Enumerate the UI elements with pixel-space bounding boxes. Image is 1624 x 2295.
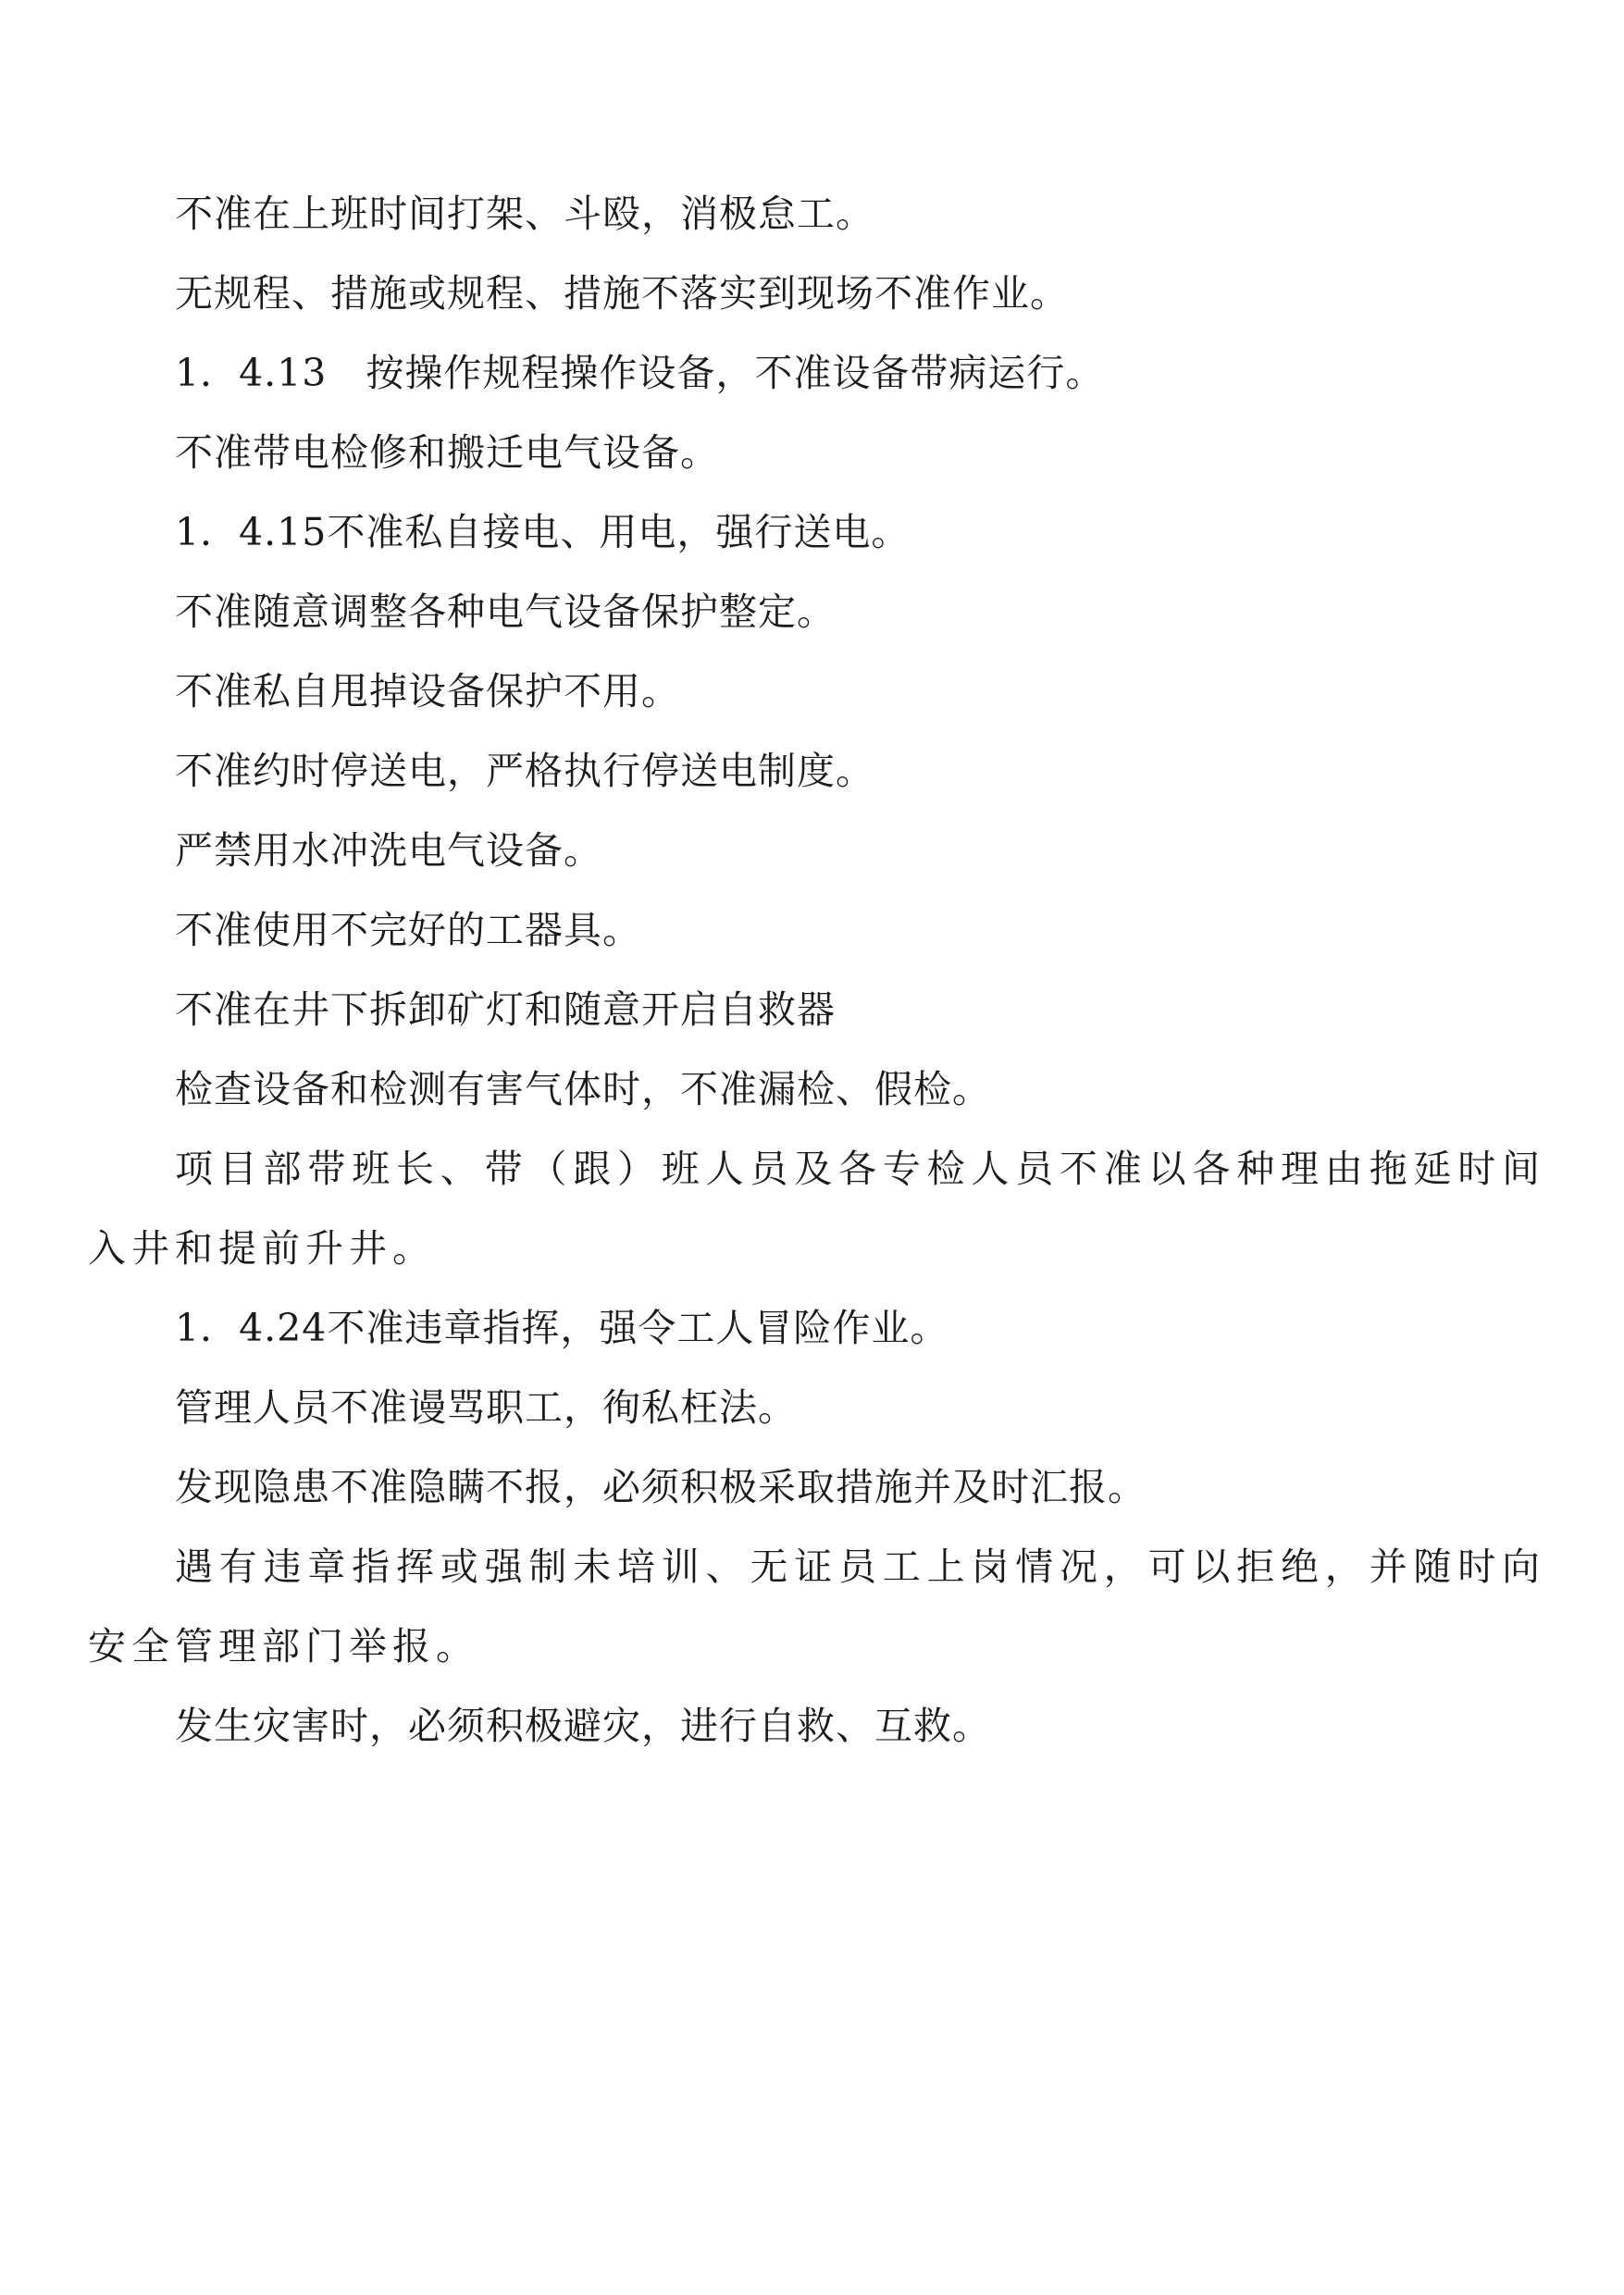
paragraph: 严禁用水冲洗电气设备。 [175,828,602,873]
paragraph: 发生灾害时，必须积极避灾，进行自救、互救。 [175,1704,991,1748]
paragraph: 不准私自甩掉设备保护不用。 [175,669,680,713]
paragraph: 发现隐患不准隐瞒不报，必须积极采取措施并及时汇报。 [175,1465,1147,1509]
paragraph: 1．4.13 按操作规程操作设备，不准设备带病运行。 [175,351,1105,395]
paragraph: 项目部带班长、带（跟）班人员及各专检人员不准以各种理由拖延时间入井和提前升井。 [88,1147,1545,1271]
paragraph: 不准随意调整各种电气设备保护整定。 [175,589,836,634]
paragraph: 不准在上班时间打架、斗殴，消极怠工。 [175,192,874,236]
paragraph: 1．4.15不准私自接电、用电，强行送电。 [175,510,911,554]
paragraph: 不准在井下拆卸矿灯和随意开启自救器 [175,987,836,1032]
paragraph: 检查设备和检测有害气体时，不准漏检、假检。 [175,1067,991,1111]
paragraph: 不准约时停送电，严格执行停送电制度。 [175,749,874,793]
paragraph: 遇有违章指挥或强制未培训、无证员工上岗情况，可以拒绝，并随时向安全管理部门举报。 [88,1544,1545,1669]
document-body [88,174,1545,1766]
paragraph: 1．4.24不准违章指挥，强令工人冒险作业。 [175,1306,949,1350]
paragraph: 不准带电检修和搬迁电气设备。 [175,430,719,475]
paragraph: 不准使用不完好的工器具。 [175,908,641,952]
paragraph: 管理人员不准谩骂职工，徇私枉法。 [175,1385,797,1430]
paragraph: 无规程、措施或规程、措施不落实到现场不准作业。 [175,271,1069,316]
